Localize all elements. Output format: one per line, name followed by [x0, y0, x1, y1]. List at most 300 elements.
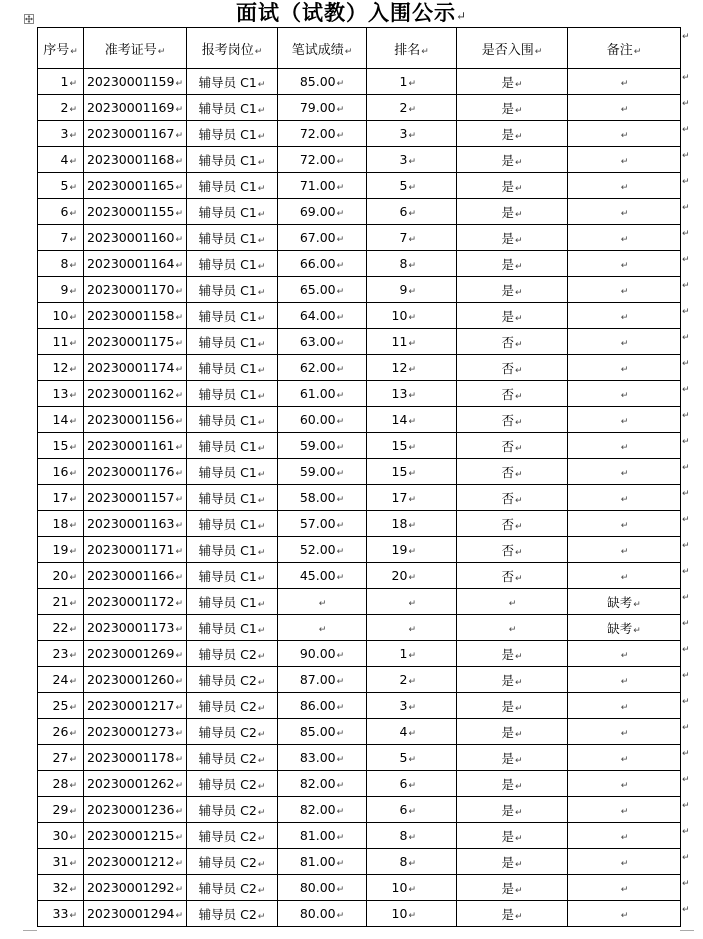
cell-shortlisted [457, 433, 568, 459]
cell-exam-id-text: 20230001163 [86, 516, 175, 531]
paragraph-mark-icon: ↵ [408, 417, 416, 427]
paragraph-mark-icon: ↵ [620, 365, 629, 375]
cell-shortlisted-text: 否 [501, 412, 514, 428]
table-row [38, 225, 681, 251]
row-end-mark-icon: ↵ [682, 72, 690, 83]
cell-seq [38, 251, 84, 277]
paragraph-mark-icon: ↵ [69, 287, 77, 297]
cell-exam-id [84, 459, 187, 485]
cell-exam-id [84, 511, 187, 537]
cell-post-text: 辅导员 C1 [198, 308, 257, 324]
cell-score [278, 537, 367, 563]
cell-exam-id [84, 225, 187, 251]
cell-post [187, 797, 278, 823]
paragraph-mark-icon: ↵ [69, 521, 77, 531]
paragraph-mark-icon: ↵ [336, 365, 345, 375]
cell-remarks [568, 875, 681, 901]
cell-exam-id [84, 537, 187, 563]
cell-post [187, 719, 278, 745]
paragraph-mark-icon: ↵ [69, 183, 77, 193]
paragraph-mark-icon: ↵ [257, 469, 266, 480]
row-end-mark-icon: ↵ [682, 332, 690, 343]
cell-score-text: 67.00 [299, 230, 336, 245]
row-end-mark-icon: ↵ [682, 540, 690, 551]
cell-remarks [568, 849, 681, 875]
cell-exam-id-text: 20230001178 [86, 750, 175, 765]
cell-shortlisted-text: 是 [501, 750, 514, 766]
cell-seq [38, 329, 84, 355]
cell-rank [367, 121, 457, 147]
paragraph-mark-icon: ↵ [633, 625, 641, 636]
cell-exam-id [84, 563, 187, 589]
paragraph-mark-icon: ↵ [157, 46, 166, 57]
cell-post [187, 563, 278, 589]
header-post-label: 报考岗位 [201, 42, 254, 58]
cell-post [187, 615, 278, 641]
cell-shortlisted [457, 693, 568, 719]
paragraph-mark-icon: ↵ [408, 833, 416, 843]
cell-score [278, 147, 367, 173]
cell-rank [367, 329, 457, 355]
paragraph-mark-icon: ↵ [257, 391, 266, 402]
header-score-label: 笔试成绩 [291, 42, 344, 58]
cell-remarks [568, 251, 681, 277]
cell-shortlisted [457, 199, 568, 225]
cell-seq-text: 7 [60, 230, 69, 245]
cell-post-text: 辅导员 C1 [198, 334, 257, 350]
cell-seq [38, 667, 84, 693]
cell-exam-id-text: 20230001168 [86, 152, 175, 167]
cell-shortlisted-text: 是 [501, 724, 514, 740]
cell-shortlisted [457, 615, 568, 641]
row-end-mark-icon: ↵ [682, 31, 690, 42]
cell-score [278, 901, 367, 927]
table-row [38, 381, 681, 407]
cell-post-text: 辅导员 C1 [198, 152, 257, 168]
paragraph-mark-icon: ↵ [336, 677, 345, 687]
cell-post [187, 589, 278, 615]
cell-exam-id [84, 849, 187, 875]
table-row [38, 797, 681, 823]
cell-score-text: 85.00 [299, 74, 336, 89]
paragraph-mark-icon: ↵ [69, 391, 77, 401]
row-end-mark-icon: ↵ [682, 774, 690, 785]
paragraph-mark-icon: ↵ [257, 261, 266, 272]
cell-exam-id [84, 329, 187, 355]
cell-seq-text: 11 [52, 334, 69, 349]
paragraph-mark-icon: ↵ [257, 235, 266, 246]
paragraph-mark-icon: ↵ [175, 209, 184, 219]
paragraph-mark-icon: ↵ [514, 651, 523, 662]
cell-shortlisted [457, 407, 568, 433]
cell-shortlisted-text: 是 [501, 230, 514, 246]
paragraph-mark-icon: ↵ [175, 469, 184, 479]
table-row [38, 121, 681, 147]
paragraph-mark-icon: ↵ [70, 46, 78, 57]
cell-seq-text: 8 [60, 256, 69, 271]
row-end-mark-icon: ↵ [682, 124, 690, 135]
cell-seq [38, 147, 84, 173]
cell-rank [367, 225, 457, 251]
cell-seq-text: 32 [52, 880, 69, 895]
cell-score-text: 57.00 [299, 516, 336, 531]
paragraph-mark-icon: ↵ [408, 911, 416, 921]
cell-score-text: 80.00 [299, 880, 336, 895]
table-row [38, 771, 681, 797]
cell-score-text: 45.00 [299, 568, 336, 583]
paragraph-mark-icon: ↵ [257, 521, 266, 532]
cell-shortlisted [457, 511, 568, 537]
paragraph-mark-icon: ↵ [175, 703, 184, 713]
cell-rank [367, 693, 457, 719]
cell-exam-id-text: 20230001165 [86, 178, 175, 193]
cell-seq-text: 6 [60, 204, 69, 219]
header-rank-label: 排名 [394, 42, 421, 58]
cell-remarks [568, 641, 681, 667]
cell-post [187, 355, 278, 381]
paragraph-mark-icon: ↵ [620, 547, 629, 557]
paragraph-mark-icon: ↵ [69, 807, 77, 817]
cell-post-text: 辅导员 C1 [198, 230, 257, 246]
cell-shortlisted [457, 719, 568, 745]
table-row [38, 485, 681, 511]
cell-post [187, 849, 278, 875]
paragraph-mark-icon: ↵ [69, 157, 77, 167]
cell-rank-text: 15 [391, 464, 408, 479]
cell-seq-text: 21 [52, 594, 69, 609]
cell-rank [367, 147, 457, 173]
cell-rank-text: 8 [399, 828, 408, 843]
paragraph-mark-icon: ↵ [620, 391, 629, 401]
cell-score [278, 719, 367, 745]
cell-post-text: 辅导员 C1 [198, 412, 257, 428]
cell-shortlisted-text: 是 [501, 308, 514, 324]
cell-remarks [568, 173, 681, 199]
cell-exam-id [84, 303, 187, 329]
cell-score [278, 173, 367, 199]
paragraph-mark-icon: ↵ [69, 417, 77, 427]
cell-shortlisted-text: 否 [501, 568, 514, 584]
paragraph-mark-icon: ↵ [514, 911, 523, 922]
cell-remarks [568, 511, 681, 537]
paragraph-mark-icon: ↵ [408, 443, 416, 453]
cell-seq [38, 537, 84, 563]
cell-score [278, 563, 367, 589]
cell-seq [38, 615, 84, 641]
paragraph-mark-icon: ↵ [257, 287, 266, 298]
cell-rank [367, 511, 457, 537]
cell-score [278, 745, 367, 771]
cell-shortlisted [457, 121, 568, 147]
cell-score [278, 823, 367, 849]
row-end-mark-icon: ↵ [682, 202, 690, 213]
cell-rank [367, 95, 457, 121]
paragraph-mark-icon: ↵ [69, 651, 77, 661]
table-row [38, 199, 681, 225]
cell-rank [367, 563, 457, 589]
cell-rank-text: 14 [391, 412, 408, 427]
paragraph-mark-icon: ↵ [69, 495, 77, 505]
cell-rank [367, 199, 457, 225]
cell-shortlisted-text: 是 [501, 74, 514, 90]
cell-post [187, 303, 278, 329]
paragraph-mark-icon: ↵ [408, 235, 416, 245]
cell-shortlisted-text: 是 [501, 646, 514, 662]
row-end-mark-icon: ↵ [682, 280, 690, 291]
cell-post-text: 辅导员 C1 [198, 542, 257, 558]
paragraph-mark-icon: ↵ [257, 599, 266, 610]
cell-shortlisted [457, 667, 568, 693]
paragraph-mark-icon: ↵ [408, 651, 416, 661]
table-row [38, 823, 681, 849]
paragraph-mark-icon: ↵ [514, 729, 523, 740]
results-table [37, 27, 681, 927]
cell-rank-text: 3 [399, 152, 408, 167]
cell-shortlisted [457, 95, 568, 121]
paragraph-mark-icon: ↵ [620, 703, 629, 713]
cell-score [278, 329, 367, 355]
cell-shortlisted-text: 是 [501, 698, 514, 714]
paragraph-mark-icon: ↵ [336, 105, 345, 115]
cell-rank-text: 18 [391, 516, 408, 531]
cell-seq [38, 277, 84, 303]
row-end-mark-icon: ↵ [682, 254, 690, 265]
cell-remarks [568, 693, 681, 719]
paragraph-mark-icon: ↵ [69, 833, 77, 843]
row-end-mark-icon: ↵ [682, 150, 690, 161]
paragraph-mark-icon: ↵ [257, 365, 266, 376]
paragraph-mark-icon: ↵ [408, 469, 416, 479]
cell-score [278, 69, 367, 95]
cell-exam-id [84, 121, 187, 147]
cell-score-text: 83.00 [299, 750, 336, 765]
paragraph-mark-icon: ↵ [175, 391, 184, 401]
cell-score-text: 81.00 [299, 854, 336, 869]
cell-exam-id-text: 20230001170 [86, 282, 175, 297]
table-row [38, 719, 681, 745]
paragraph-mark-icon: ↵ [620, 573, 629, 583]
cell-seq-text: 28 [52, 776, 69, 791]
cell-seq [38, 199, 84, 225]
cell-exam-id-text: 20230001158 [86, 308, 175, 323]
paragraph-mark-icon: ↵ [175, 599, 184, 609]
row-end-mark-icon: ↵ [682, 514, 690, 525]
paragraph-mark-icon: ↵ [620, 521, 629, 531]
paragraph-mark-icon: ↵ [257, 105, 266, 116]
cell-score [278, 693, 367, 719]
header-seq [38, 28, 84, 69]
cell-rank [367, 407, 457, 433]
table-row [38, 511, 681, 537]
cell-seq [38, 485, 84, 511]
cell-post-text: 辅导员 C2 [198, 750, 257, 766]
cell-rank [367, 459, 457, 485]
paragraph-mark-icon: ↵ [514, 573, 523, 584]
paragraph-mark-icon: ↵ [69, 209, 77, 219]
paragraph-mark-icon: ↵ [633, 599, 641, 610]
paragraph-mark-icon: ↵ [620, 261, 629, 271]
paragraph-mark-icon: ↵ [514, 833, 523, 844]
cell-exam-id-text: 20230001212 [86, 854, 175, 869]
cell-rank-text: 17 [391, 490, 408, 505]
cell-seq-text: 30 [52, 828, 69, 843]
cell-rank-text: 1 [399, 646, 408, 661]
cell-rank-text: 3 [399, 126, 408, 141]
paragraph-mark-icon: ↵ [69, 443, 77, 453]
paragraph-mark-icon: ↵ [336, 729, 345, 739]
cell-rank-text: 12 [391, 360, 408, 375]
paragraph-mark-icon: ↵ [175, 339, 184, 349]
cell-score [278, 303, 367, 329]
cell-seq [38, 771, 84, 797]
table-row [38, 147, 681, 173]
cell-remarks [568, 225, 681, 251]
cell-exam-id-text: 20230001262 [86, 776, 175, 791]
cell-exam-id-text: 20230001175 [86, 334, 175, 349]
cell-exam-id-text: 20230001156 [86, 412, 175, 427]
cell-seq [38, 901, 84, 927]
row-end-mark-icon: ↵ [682, 878, 690, 889]
paragraph-mark-icon: ↵ [620, 677, 629, 687]
table-row [38, 355, 681, 381]
cell-rank [367, 537, 457, 563]
paragraph-mark-icon: ↵ [257, 547, 266, 558]
paragraph-mark-icon: ↵ [69, 729, 77, 739]
cell-rank [367, 173, 457, 199]
paragraph-mark-icon: ↵ [336, 469, 345, 479]
cell-score-text: 82.00 [299, 802, 336, 817]
cell-seq-text: 14 [52, 412, 69, 427]
cell-score [278, 589, 367, 615]
cell-score-text: 72.00 [299, 126, 336, 141]
cell-seq [38, 433, 84, 459]
cell-remarks [568, 901, 681, 927]
table-row [38, 875, 681, 901]
cell-shortlisted [457, 277, 568, 303]
cell-score [278, 485, 367, 511]
paragraph-mark-icon: ↵ [620, 885, 629, 895]
cell-post [187, 121, 278, 147]
cell-rank-text: 6 [399, 802, 408, 817]
cell-exam-id-text: 20230001161 [86, 438, 175, 453]
cell-exam-id-text: 20230001176 [86, 464, 175, 479]
cell-remarks [568, 537, 681, 563]
cell-post-text: 辅导员 C2 [198, 724, 257, 740]
cell-seq [38, 849, 84, 875]
paragraph-mark-icon: ↵ [514, 79, 523, 90]
paragraph-mark-icon: ↵ [69, 781, 77, 791]
cell-post-text: 辅导员 C1 [198, 74, 257, 90]
cell-score-text: 61.00 [299, 386, 336, 401]
table-row [38, 537, 681, 563]
cell-shortlisted-text: 是 [501, 776, 514, 792]
cell-exam-id-text: 20230001292 [86, 880, 175, 895]
cell-post [187, 69, 278, 95]
cell-score-text: 71.00 [299, 178, 336, 193]
cell-post-text: 辅导员 C2 [198, 776, 257, 792]
cell-rank [367, 745, 457, 771]
paragraph-mark-icon: ↵ [408, 391, 416, 401]
paragraph-mark-icon: ↵ [620, 417, 629, 427]
cell-seq-text: 16 [52, 464, 69, 479]
paragraph-mark-icon: ↵ [514, 391, 523, 402]
cell-seq-text: 29 [52, 802, 69, 817]
paragraph-mark-icon: ↵ [175, 781, 184, 791]
cell-remarks [568, 485, 681, 511]
cell-shortlisted-text: 是 [501, 126, 514, 142]
cell-score-text: 72.00 [299, 152, 336, 167]
cell-shortlisted-text: 是 [501, 256, 514, 272]
cell-seq [38, 511, 84, 537]
paragraph-mark-icon: ↵ [69, 599, 77, 609]
paragraph-mark-icon: ↵ [257, 209, 266, 220]
row-end-mark-icon: ↵ [682, 384, 690, 395]
cell-post-text: 辅导员 C1 [198, 438, 257, 454]
cell-exam-id [84, 771, 187, 797]
paragraph-mark-icon: ↵ [620, 79, 629, 89]
cell-seq-text: 20 [52, 568, 69, 583]
paragraph-mark-icon: ↵ [175, 885, 184, 895]
cell-remarks [568, 459, 681, 485]
cell-rank-text: 8 [399, 256, 408, 271]
paragraph-mark-icon: ↵ [69, 911, 77, 921]
paragraph-mark-icon: ↵ [514, 885, 523, 896]
table-row [38, 459, 681, 485]
paragraph-mark-icon: ↵ [336, 183, 345, 193]
cell-seq-text: 15 [52, 438, 69, 453]
cell-post-text: 辅导员 C1 [198, 490, 257, 506]
header-remarks [568, 28, 681, 69]
table-row [38, 901, 681, 927]
cell-exam-id [84, 147, 187, 173]
paragraph-mark-icon: ↵ [69, 573, 77, 583]
cell-exam-id-text: 20230001174 [86, 360, 175, 375]
table-row [38, 303, 681, 329]
paragraph-mark-icon: ↵ [508, 599, 517, 609]
paragraph-mark-icon: ↵ [336, 755, 345, 765]
cell-exam-id [84, 589, 187, 615]
paragraph-mark-icon: ↵ [620, 131, 629, 141]
row-end-mark-icon: ↵ [682, 826, 690, 837]
cell-rank [367, 615, 457, 641]
cell-rank-text: 2 [399, 672, 408, 687]
cell-score [278, 433, 367, 459]
paragraph-mark-icon: ↵ [408, 209, 416, 219]
table-row [38, 407, 681, 433]
cell-post-text: 辅导员 C1 [198, 256, 257, 272]
paragraph-mark-icon: ↵ [408, 807, 416, 817]
paragraph-mark-icon: ↵ [257, 859, 266, 870]
paragraph-mark-icon: ↵ [318, 599, 327, 609]
cell-shortlisted [457, 485, 568, 511]
paragraph-mark-icon: ↵ [69, 313, 77, 323]
cell-rank-text: 9 [399, 282, 408, 297]
page-title [0, 0, 703, 26]
row-end-mark-icon: ↵ [682, 176, 690, 187]
paragraph-mark-icon: ↵ [257, 651, 266, 662]
paragraph-mark-icon: ↵ [175, 495, 184, 505]
table-row [38, 641, 681, 667]
paragraph-mark-icon: ↵ [514, 157, 523, 168]
row-end-mark-icon: ↵ [682, 904, 690, 915]
cell-rank-text: 8 [399, 854, 408, 869]
paragraph-mark-icon: ↵ [336, 261, 345, 271]
cell-rank-text: 10 [391, 906, 408, 921]
paragraph-mark-icon: ↵ [257, 677, 266, 688]
cell-exam-id-text: 20230001217 [86, 698, 175, 713]
cell-shortlisted [457, 745, 568, 771]
paragraph-mark-icon: ↵ [514, 417, 523, 428]
